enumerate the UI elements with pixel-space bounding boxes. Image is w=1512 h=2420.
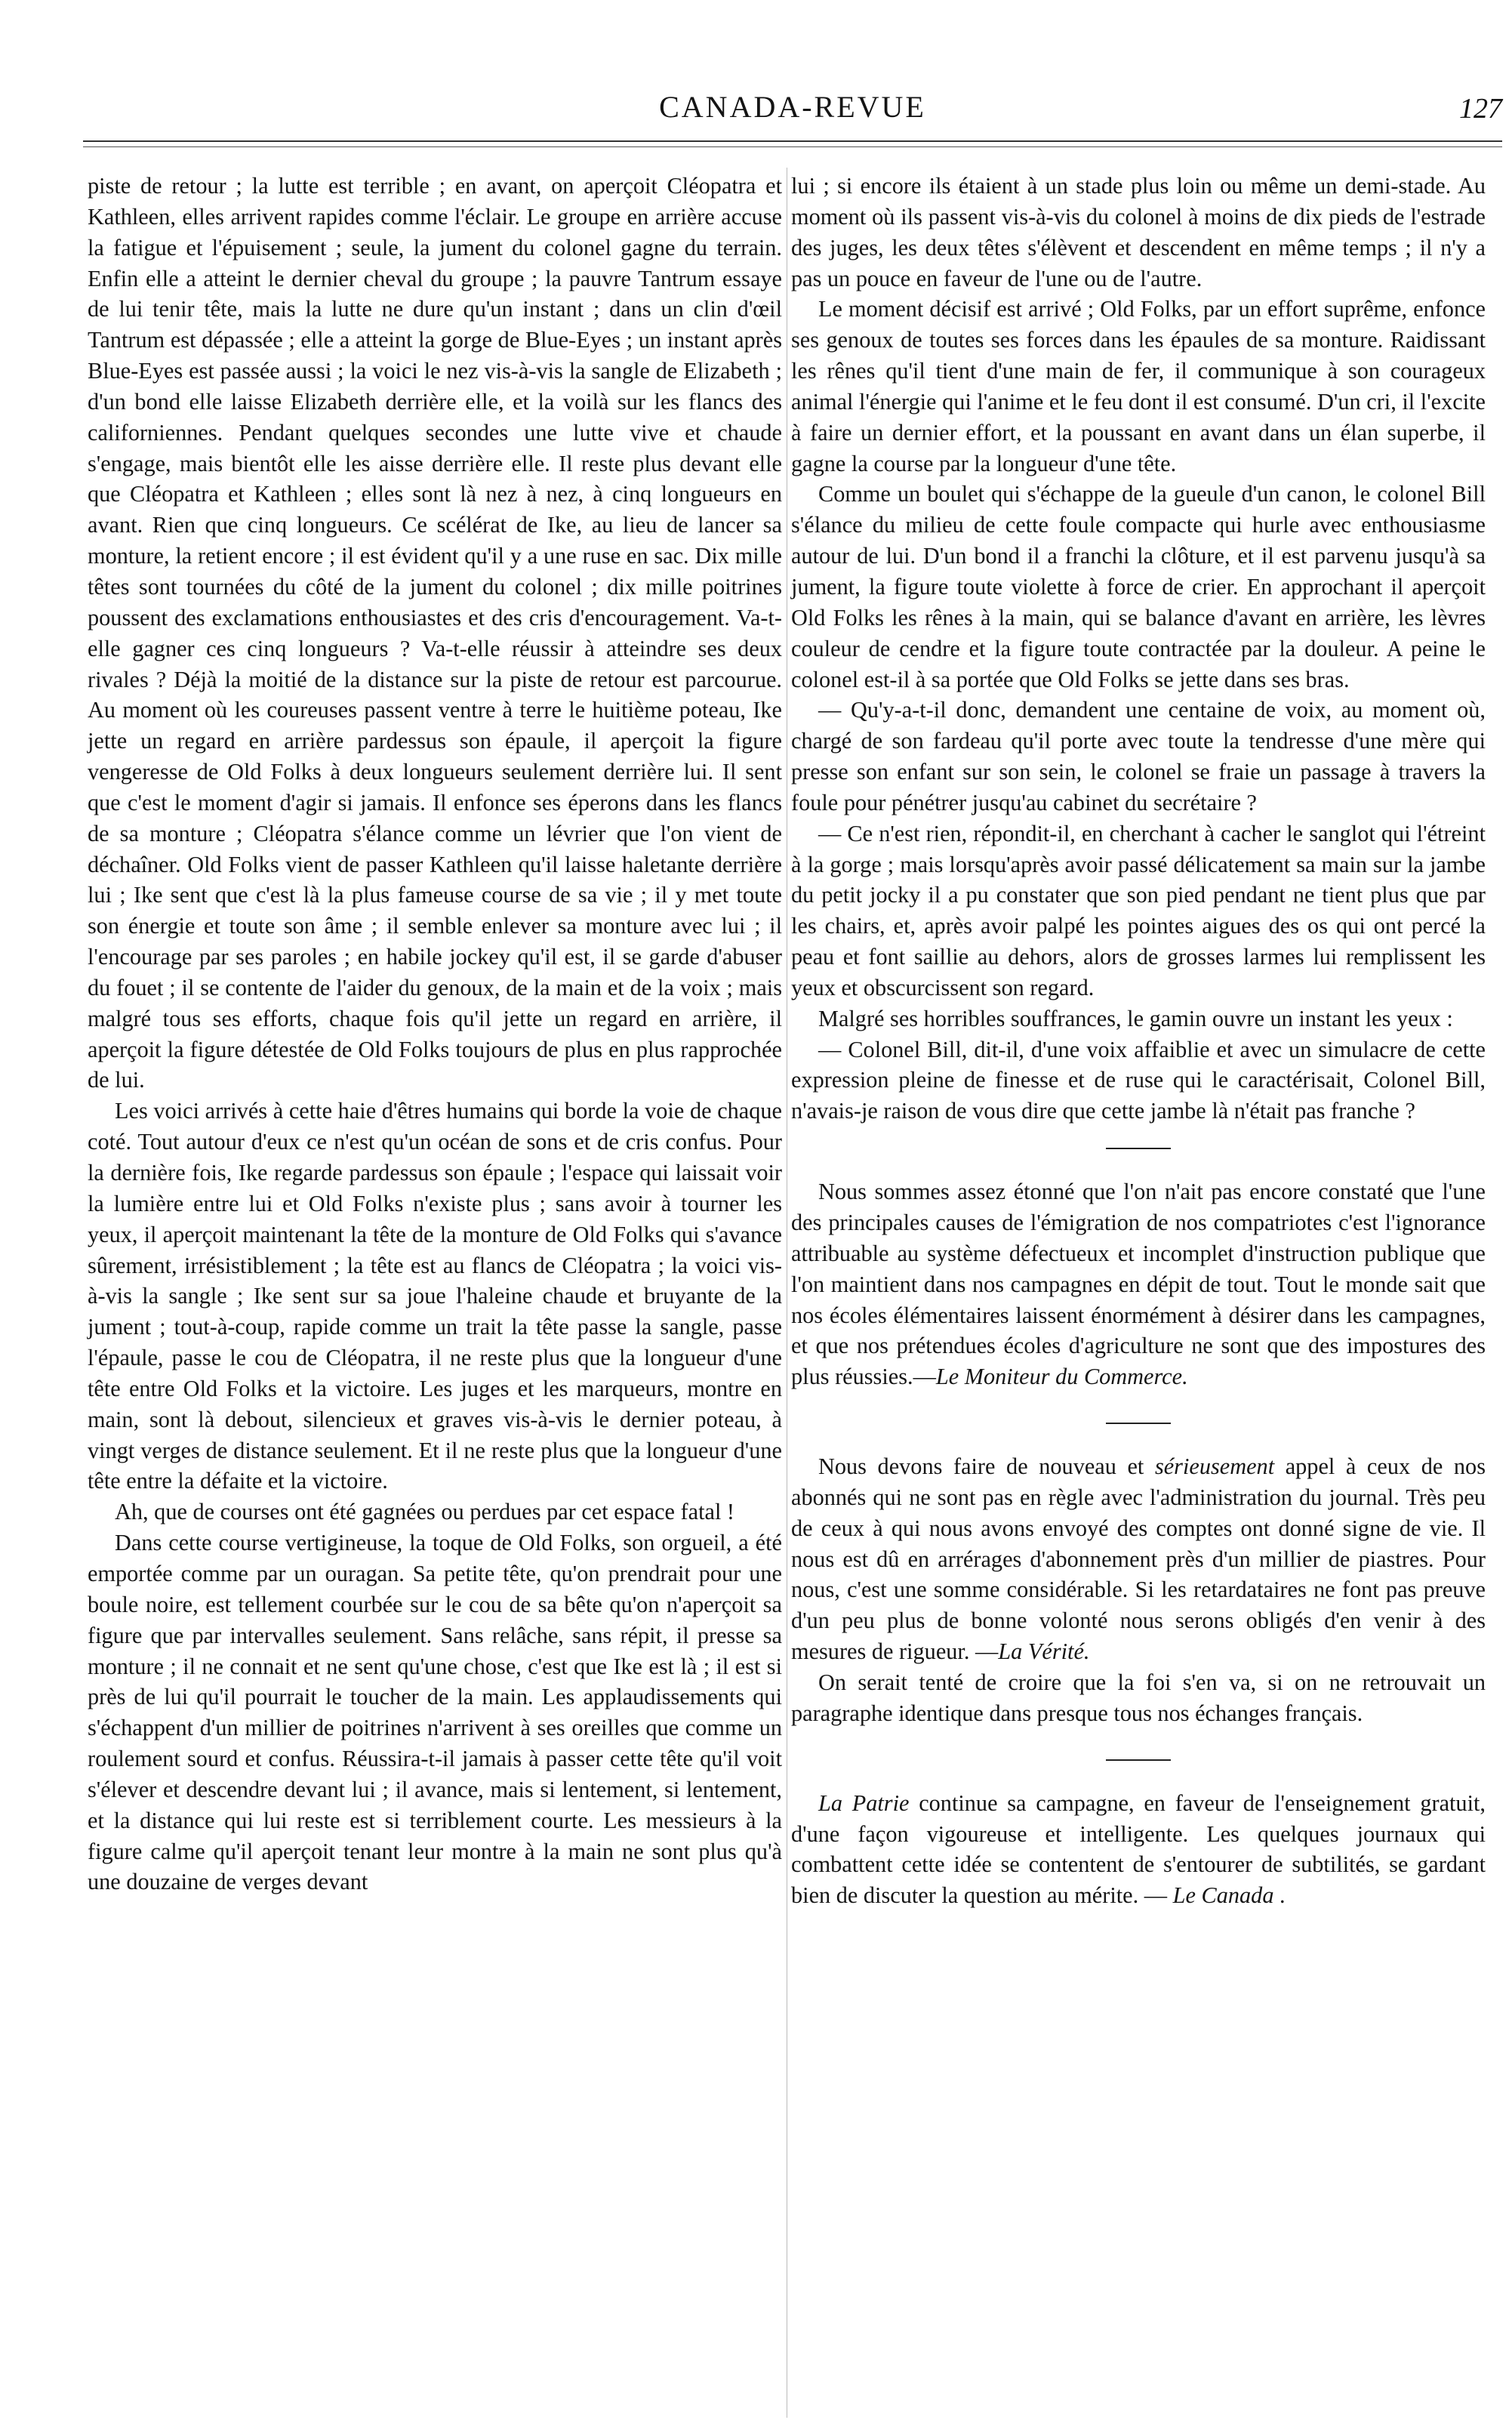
page-number: 127: [1459, 93, 1502, 125]
paragraph-text: Nous devons faire de nouveau et: [818, 1454, 1155, 1480]
emphasis: sérieusement: [1154, 1454, 1275, 1480]
paragraph: Ah, que de courses ont été gagnées ou perdues par cet espace fatal !: [115, 1499, 735, 1525]
paragraph: Le moment décisif est arrivé ; Old Folks, par un effort suprême, enfonce ses genoux de toutes ses forces dans les épaules de sa monture. Raidissant les rênes qu'il tient d'une main de fer, il communique à son courageux animal l'énergie qui l'anime et le feu dont il est consumé. D'un cri, il l'excite à faire un dernier effort, et la poussant en avant dans un élan superbe, il gagne la course par la longueur d'une tête.: [791, 296, 1486, 476]
paragraph-text: continue sa campagne, en faveur de l'enseignement gratuit, d'une façon vigoureuse et intelligente. Les quelques journaux qui combattent cette idée se contentent de s'entourer de subtilités, se gardant bien de discuter la question au mérite. —: [791, 1790, 1486, 1909]
paragraph: — Ce n'est rien, répondit-il, en cherchant à cacher le sanglot qui l'étreint à la gorge ; mais lorsqu'après avoir passé délicatement sa main sur la jambe du petit jocky il a pu constater que son pied pendant ne tient plus que par les chairs, et, après avoir palpé les pointes aigues des os qui ont percé la peau et font saillie au dehors, alors de grosses larmes lui remplissent les yeux et obscurcissent son regard.: [791, 820, 1486, 1000]
journal-title: CANADA-REVUE: [659, 90, 926, 124]
paragraph: Les voici arrivés à cette haie d'êtres humains qui borde la voie de chaque coté. Tout autour d'eux ce n'est qu'un océan de sons et de cris confus. Pour la dernière fois, Ike regarde pardessus son épaule ; l'espace qui laissait voir la lumière entre lui et Old Folks n'existe plus ; sans avoir à tourner les yeux, il aperçoit maintenant la tête de la monture de Old Folks qui s'avance sûrement, irrésistiblement ; la tête est au flancs de Cléopatra ; la voici vis-à-vis la sangle ; Ike sent sur sa joue l'haleine chaude et bruyante de la jument ; tout-à-coup, rapide comme un trait la tête passe la sangle, passe l'épaule, passe le cou de Cléopatra, il ne reste plus que la longueur d'une tête entre Old Folks et la victoire. Les juges et les marqueurs, montre en main, sont là debout, silencieux et graves vis-à-vis le dernier poteau, à vingt verges de distance seulement. Et il ne reste plus que la longueur d'une tête entre la défaite et la victoire.: [88, 1098, 782, 1494]
paragraph: lui ; si encore ils étaient à un stade plus loin ou même un demi-stade. Au moment où ils passent vis-à-vis du colonel à moins de dix pieds de l'estrade des juges, les deux têtes s'élèvent et descendent en même temps ; il n'y a pas un pouce en faveur de l'une ou de l'autre.: [791, 173, 1486, 291]
paragraph: Comme un boulet qui s'échappe de la gueule d'un canon, le colonel Bill s'élance du milieu de cette foule compacte qui hurle avec enthousiasme autour de lui. D'un bond il a franchi la clôture, et il est parvenu jusqu'à sa jument, la figure toute violette à force de crier. En approchant il aperçoit Old Folks les rênes à la main, qui se balance d'avant en arrière, les lèvres couleur de cendre et la figure toute contractée par la douleur. A peine le colonel est-il à sa portée que Old Folks se jette dans ses bras.: [791, 481, 1486, 692]
news-item-education: [791, 1788, 1486, 1911]
section-separator: [1106, 1423, 1171, 1424]
paragraph: Dans cette course vertigineuse, la toque de Old Folks, son orgueil, a été emportée comme par un ouragan. Sa petite tête, qu'on prendrait pour une boule noire, est tellement courbée sur le cou de sa bête qu'on n'aperçoit sa figure que par intervalles seulement. Sans relâche, sans répit, il presse sa monture ; il ne connait et ne sent qu'une chose, c'est que Ike est là ; il est si près de lui qu'il pourrait le toucher de la main. Les applaudissements qui s'échappent d'un millier de poitrines n'arrivent à ses oreilles que comme un roulement sourd et confus. Réussira-t-il jamais à passer cette tête qu'il voit s'élever et descendre devant lui ; il avance, mais si lentement, si lentement, et la distance qui lui reste est si terriblement courte. Les messieurs à la figure calme qu'il aperçoit tenant leur montre à la main ne sont plus qu'à une douzaine de verges devant: [88, 1530, 782, 1895]
news-item-subscriptions: [791, 1451, 1486, 1667]
paragraph: — Colonel Bill, dit-il, d'une voix affaiblie et avec un simulacre de cette expression pleine de finesse et de ruse qui le caractérisait, Colonel Bill, n'avais-je raison de vous dire que cette jambe là n'était pas franche ?: [791, 1036, 1486, 1124]
paragraph-text: .: [1273, 1882, 1286, 1909]
paragraph-text: appel à ceux de nos abonnés qui ne sont pas en règle avec l'administration du journal. Très peu de ceux à qui nous avons envoyé des comptes ont donné signe de vie. Il nous est dû en arrérages d'abonnement près d'un millier de piastres. Pour nous, c'est une somme considérable. Si les retardataires ne font pas preuve d'un peu plus de bonne volonté nous serons obligés d'en venir à des mesures de rigueur. —: [791, 1454, 1486, 1665]
left-column: [88, 171, 782, 1897]
page-header: [83, 89, 1502, 134]
paragraph: — Qu'y-a-t-il donc, demandent une centaine de voix, au moment où, chargé de son fardeau qu'il porte avec toute la tendresse d'une mère qui presse son enfant sur son sein, le colonel se fraie un passage à travers la foule pour pénétrer jusqu'au cabinet du secrétaire ?: [791, 697, 1486, 815]
paragraph: Malgré ses horribles souffrances, le gamin ouvre un instant les yeux :: [818, 1005, 1453, 1031]
source-citation: Le Moniteur du Commerce.: [935, 1364, 1188, 1390]
section-separator: [1106, 1148, 1171, 1149]
paragraph: On serait tenté de croire que la foi s'en va, si on ne retrouvait un paragraphe identique dans presque tous nos échanges français.: [791, 1669, 1486, 1726]
source-citation: La Vérité.: [998, 1639, 1090, 1665]
right-column: [791, 171, 1486, 1911]
header-rule: [83, 140, 1502, 147]
section-separator: [1106, 1759, 1171, 1761]
paragraph-text: Nous sommes assez étonné que l'on n'ait pas encore constaté que l'une des principales causes de l'émigration de nos compatriotes c'est l'ignorance attribuable au système défectueux et incomplet d'instruction publique que l'on maintient dans nos campagnes en dépit de tout. Tout le monde sait que nos écoles élémentaires laissent énormément à désirer dans les campagnes, et que nos prétendues écoles d'agriculture ne sont que des impostures des plus réussies.—: [791, 1179, 1486, 1390]
source-citation: Le Canada: [1172, 1882, 1274, 1909]
news-item-emigration: [791, 1176, 1486, 1392]
source-citation: La Patrie: [818, 1790, 910, 1816]
paragraph: piste de retour ; la lutte est terrible ; en avant, on aperçoit Cléopatra et Kathleen, elles arrivent rapides comme l'éclair. Le groupe en arrière accuse la fatigue et l'épuisement ; seule, la jument du colonel gagne du terrain. Enfin elle a atteint le dernier cheval du groupe ; la pauvre Tantrum essaye de lui tenir tête, mais la lutte ne dure qu'un instant ; dans un clin d'œil Tantrum est dépassée ; elle a atteint la gorge de Blue-Eyes ; un instant après Blue-Eyes est passée aussi ; la voici le nez vis-à-vis la sangle de Elizabeth ; d'un bond elle laisse Elizabeth derrière elle, et la voilà sur les flancs des californiennes. Pendant quelques secondes une lutte vive et chaude s'engage, mais bientôt elle les aisse derrière elle. Il reste plus devant elle que Cléopatra et Kathleen ; elles sont là nez à nez, à cinq longueurs en avant. Rien que cinq longueurs. Ce scélérat de Ike, au lieu de lancer sa monture, la retient encore ; il est évident qu'il y a une ruse en sac. Dix mille têtes sont tournées du côté de la jument du colonel ; dix mille poitrines poussent des exclamations enthousiastes et des cris d'encouragement. Va-t-elle gagner ces cinq longueurs ? Va-t-elle réussir à atteindre ses deux rivales ? Déjà la moitié de la distance sur la piste de retour est parcourue. Au moment où les coureuses passent ventre à terre le huitième poteau, Ike jette un regard en arrière pardessus son épaule, il aperçoit la figure vengeresse de Old Folks à deux longueurs seulement derrière lui. Il sent que c'est le moment d'agir si jamais. Il enfonce ses éperons dans les flancs de sa monture ; Cléopatra s'élance comme un lévrier que l'on vient de déchaîner. Old Folks vient de passer Kathleen qu'il laisse haletante derrière lui ; Ike sent que c'est là la plus fameuse course de sa vie ; il y met toute son énergie et toute son âme ; il semble enlever sa monture avec lui ; il l'encourage par ses paroles ; en habile jockey qu'il est, il se garde d'abuser du fouet ; il se contente de l'aider du genoux, de la main et de la voix ; mais malgré tous ses efforts, chaque fois qu'il jette un regard en arrière, il aperçoit la figure détestée de Old Folks toujours de plus en plus rapprochée de lui.: [88, 173, 782, 1093]
